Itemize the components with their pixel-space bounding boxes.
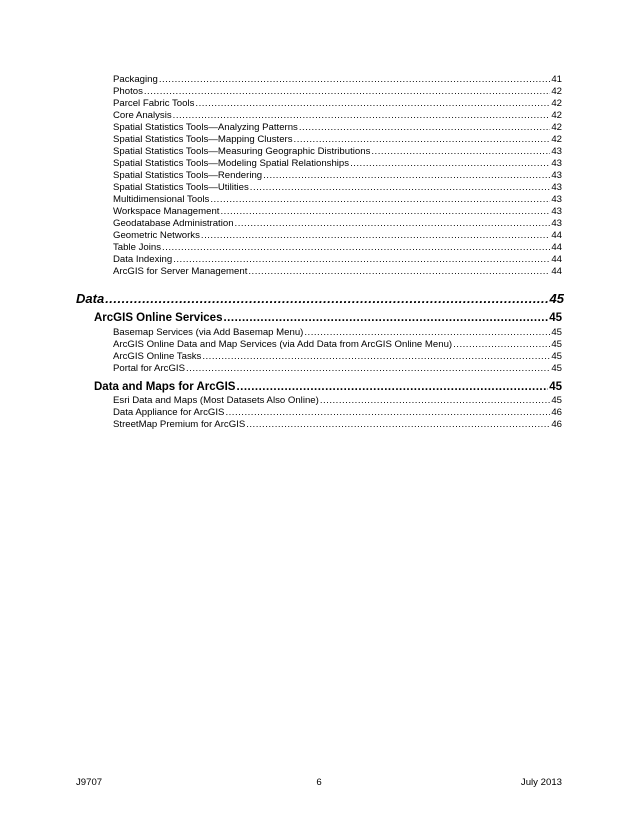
- toc-entry-page: 44: [551, 230, 562, 241]
- toc-entry-label: Multidimensional Tools: [113, 194, 210, 205]
- toc-subsection-page: 45: [549, 312, 562, 324]
- dot-leader: [173, 110, 551, 122]
- toc-entry-page: 45: [551, 339, 562, 350]
- toc-entry[interactable]: [113, 339, 562, 351]
- dot-leader: [453, 339, 550, 351]
- toc-entry-label: Spatial Statistics Tools—Analyzing Patterns: [113, 122, 298, 133]
- dot-leader: [220, 206, 550, 218]
- toc-entry[interactable]: [113, 230, 562, 242]
- footer-date: July 2013: [520, 777, 562, 788]
- toc-entry-page: 42: [551, 122, 562, 133]
- toc-section-label: Data: [76, 291, 105, 306]
- toc-subsection-page: 45: [549, 381, 562, 393]
- dot-leader: [350, 158, 550, 170]
- toc-entry[interactable]: [113, 110, 562, 122]
- toc-entry-page: 43: [551, 206, 562, 217]
- toc-entry-label: Core Analysis: [113, 110, 172, 121]
- toc-subsection-maps[interactable]: [94, 380, 562, 395]
- dot-leader: [320, 395, 551, 407]
- toc-entry-label: Data Appliance for ArcGIS: [113, 407, 225, 418]
- dot-leader: [371, 146, 550, 158]
- toc-entry[interactable]: [113, 407, 562, 419]
- footer-doc-id: J9707: [76, 777, 103, 788]
- dot-leader: [159, 74, 551, 86]
- toc-entry-page: 43: [551, 146, 562, 157]
- toc-entry-label: Spatial Statistics Tools—Utilities: [113, 182, 249, 193]
- toc-entry-label: Photos: [113, 86, 143, 97]
- toc-entry-page: 44: [551, 254, 562, 265]
- toc-entry[interactable]: [113, 363, 562, 375]
- toc-subsection-label: ArcGIS Online Services: [94, 312, 223, 324]
- dot-leader: [248, 266, 550, 278]
- toc-entry-label: Geodatabase Administration: [113, 218, 234, 229]
- toc-entry-label: Workspace Management: [113, 206, 220, 217]
- toc-entry-page: 43: [551, 194, 562, 205]
- toc-entry-label: Table Joins: [113, 242, 161, 253]
- dot-leader: [144, 86, 550, 98]
- dot-leader: [173, 254, 550, 266]
- dot-leader: [223, 311, 548, 326]
- toc-entry-page: 46: [551, 419, 562, 430]
- dot-leader: [210, 194, 550, 206]
- toc-entry-label: Spatial Statistics Tools—Rendering: [113, 170, 263, 181]
- dot-leader: [246, 419, 550, 431]
- dot-leader: [250, 182, 551, 194]
- toc-subsection-label: Data and Maps for ArcGIS: [94, 381, 236, 393]
- toc-entry[interactable]: [113, 158, 562, 170]
- dot-leader: [294, 134, 551, 146]
- toc-entry-page: 41: [551, 74, 562, 85]
- toc-entry[interactable]: [113, 419, 562, 431]
- toc-entry-page: 45: [551, 395, 562, 406]
- toc-entry-page: 43: [551, 170, 562, 181]
- dot-leader: [105, 290, 548, 308]
- toc-entry[interactable]: [113, 254, 562, 266]
- toc-entry-label: Spatial Statistics Tools—Modeling Spatial Relationships: [113, 158, 350, 169]
- dot-leader: [225, 407, 550, 419]
- toc-entry-label: Packaging: [113, 74, 158, 85]
- toc-entry[interactable]: [113, 218, 562, 230]
- toc-entry[interactable]: [113, 327, 562, 339]
- toc-entry[interactable]: [113, 351, 562, 363]
- toc-entry[interactable]: [113, 86, 562, 98]
- toc-entry[interactable]: [113, 170, 562, 182]
- toc-entry[interactable]: [113, 74, 562, 86]
- toc-entry-label: Geometric Networks: [113, 230, 200, 241]
- toc-entry-label: Basemap Services (via Add Basemap Menu): [113, 327, 304, 338]
- toc-subsection-online[interactable]: [94, 311, 562, 326]
- toc-entry[interactable]: [113, 146, 562, 158]
- toc-entry[interactable]: [113, 122, 562, 134]
- toc-entry-label: Spatial Statistics Tools—Mapping Clusters: [113, 134, 293, 145]
- toc-entry[interactable]: [113, 134, 562, 146]
- dot-leader: [304, 327, 550, 339]
- toc-entry-page: 44: [551, 266, 562, 277]
- toc-entry-page: 44: [551, 242, 562, 253]
- toc-entry[interactable]: [113, 194, 562, 206]
- toc-entry-label: Portal for ArcGIS: [113, 363, 185, 374]
- toc-entry[interactable]: [113, 266, 562, 278]
- dot-leader: [236, 380, 548, 395]
- dot-leader: [202, 351, 550, 363]
- dot-leader: [201, 230, 550, 242]
- toc-entry-label: ArcGIS Online Data and Map Services (via Add Data from ArcGIS Online Menu): [113, 339, 453, 350]
- toc-entry[interactable]: [113, 98, 562, 110]
- toc-entry[interactable]: [113, 206, 562, 218]
- toc-entry-page: 42: [551, 86, 562, 97]
- toc-entry[interactable]: [113, 242, 562, 254]
- toc-entry-label: Parcel Fabric Tools: [113, 98, 195, 109]
- dot-leader: [186, 363, 550, 375]
- toc-entry-label: ArcGIS for Server Management: [113, 266, 248, 277]
- toc-entry-label: ArcGIS Online Tasks: [113, 351, 202, 362]
- toc-entry[interactable]: [113, 395, 562, 407]
- dot-leader: [299, 122, 550, 134]
- dot-leader: [162, 242, 550, 254]
- toc-entry-page: 42: [551, 110, 562, 121]
- dot-leader: [195, 98, 550, 110]
- toc-entry-page: 45: [551, 351, 562, 362]
- toc-entry-page: 45: [551, 327, 562, 338]
- toc-entry-page: 45: [551, 363, 562, 374]
- toc-entry-label: Data Indexing: [113, 254, 173, 265]
- footer-page-number: 6: [316, 777, 322, 788]
- toc-entry-label: Esri Data and Maps (Most Datasets Also Online): [113, 395, 319, 406]
- toc-entry-label: Spatial Statistics Tools—Measuring Geographic Distributions: [113, 146, 371, 157]
- dot-leader: [263, 170, 550, 182]
- toc-entry[interactable]: [113, 182, 562, 194]
- dot-leader: [235, 218, 551, 230]
- toc-section-data[interactable]: [76, 290, 564, 308]
- toc-entry-page: 46: [551, 407, 562, 418]
- toc-entry-page: 43: [551, 182, 562, 193]
- toc-entry-page: 42: [551, 98, 562, 109]
- toc-entry-page: 43: [551, 218, 562, 229]
- toc-entry-label: StreetMap Premium for ArcGIS: [113, 419, 246, 430]
- toc-section-page: 45: [549, 291, 564, 306]
- toc-entry-page: 43: [551, 158, 562, 169]
- toc-entry-page: 42: [551, 134, 562, 145]
